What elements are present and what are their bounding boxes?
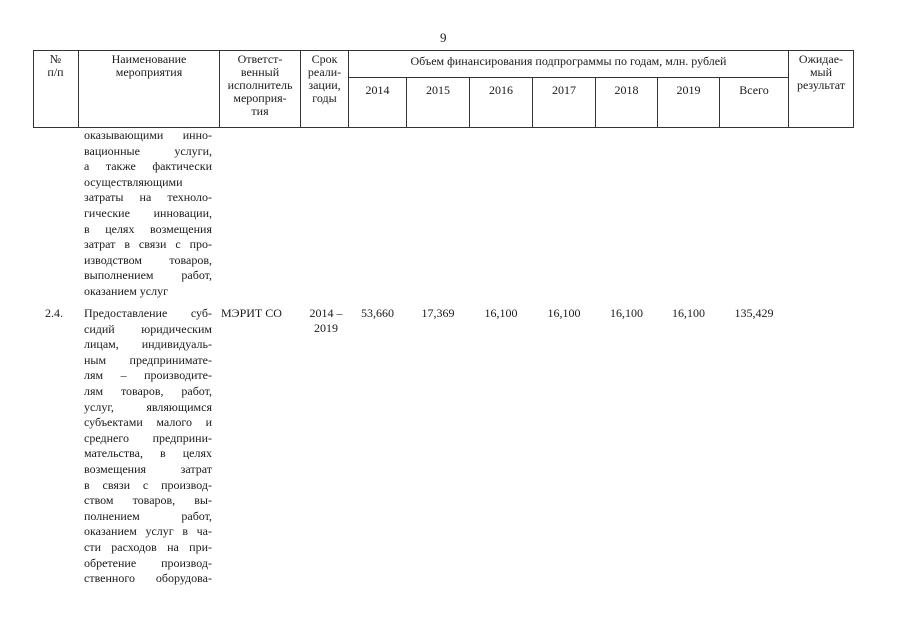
row-number: 2.4. — [45, 306, 63, 320]
text-line: осуществляющими — [84, 174, 183, 189]
text-line: ным предпринимате- — [84, 352, 212, 367]
text-line: мательства, в целях — [84, 446, 212, 461]
text-line: обретение производ- — [84, 555, 212, 570]
text-line: лям – производите- — [84, 368, 212, 383]
text-line: затрат в связи с про- — [84, 237, 212, 252]
text-line: лицам, индивидуаль- — [84, 337, 212, 352]
text-line: сти расходов на при- — [84, 539, 212, 554]
header-financing: Объем финансирования подпрограммы по годам, млн. рублей — [410, 54, 727, 68]
page-number: 9 — [440, 30, 447, 45]
text-line: оказывающими инно- — [84, 128, 212, 142]
header-name: Наименование мероприятия — [111, 52, 187, 79]
value-total: 135,429 — [734, 306, 774, 320]
value-2015: 17,369 — [421, 306, 455, 320]
text-line: в целях возмещения — [84, 221, 212, 236]
header-years-divider — [348, 77, 788, 78]
header-top-border — [33, 50, 853, 51]
text-line: оказанием услуг — [84, 283, 169, 298]
header-number: № п/п — [47, 52, 64, 79]
text-line: среднего предприни- — [84, 430, 212, 445]
header-year-2015: 2015 — [426, 83, 450, 97]
text-line: гические инновации, — [84, 205, 212, 220]
text-line: лям товаров, работ, — [84, 383, 212, 398]
text-line: сидий юридическим — [84, 321, 212, 336]
value-2016: 16,100 — [484, 306, 518, 320]
row-name — [84, 306, 212, 587]
header-total: Всего — [739, 83, 769, 97]
header-year-2014: 2014 — [365, 83, 390, 97]
value-2019: 16,100 — [672, 306, 705, 320]
text-line: субъектами малого и — [84, 415, 212, 430]
header-result: Ожидае- мый результат — [796, 52, 846, 92]
text-line: а также фактически — [84, 159, 212, 174]
text-line: в связи с производ- — [84, 477, 212, 492]
text-line: ственного оборудова- — [84, 571, 212, 586]
value-2017: 16,100 — [547, 306, 581, 320]
header-term: Срок реали- зации, годы — [307, 52, 342, 105]
header-executor: Ответст- венный исполнитель мероприя- тия — [227, 52, 293, 118]
text-line: изводством товаров, — [84, 252, 212, 267]
header-year-2019: 2019 — [676, 83, 701, 97]
text-line: выполнением работ, — [84, 268, 212, 283]
text-line: полнением работ, — [84, 508, 212, 523]
table-header — [33, 50, 853, 128]
value-2014: 53,660 — [361, 306, 394, 320]
text-line: вационные услуги, — [84, 143, 212, 158]
text-line: затраты на техноло- — [84, 190, 212, 205]
text-line: услуг, являющимся — [84, 399, 212, 414]
header-year-2018: 2018 — [614, 83, 639, 97]
text-line: оказанием услуг в ча- — [84, 524, 212, 539]
row-term: 2014 – 2019 — [309, 306, 343, 335]
row-executor: МЭРИТ СО — [221, 306, 282, 320]
continuation-text — [84, 128, 212, 300]
text-line: возмещения затрат — [84, 461, 212, 476]
header-year-2016: 2016 — [489, 83, 513, 97]
text-line: Предоставление суб- — [84, 306, 212, 320]
header-vline — [853, 50, 854, 128]
header-year-2017: 2017 — [552, 83, 576, 97]
text-line: ством товаров, вы- — [84, 493, 212, 508]
value-2018: 16,100 — [610, 306, 643, 320]
